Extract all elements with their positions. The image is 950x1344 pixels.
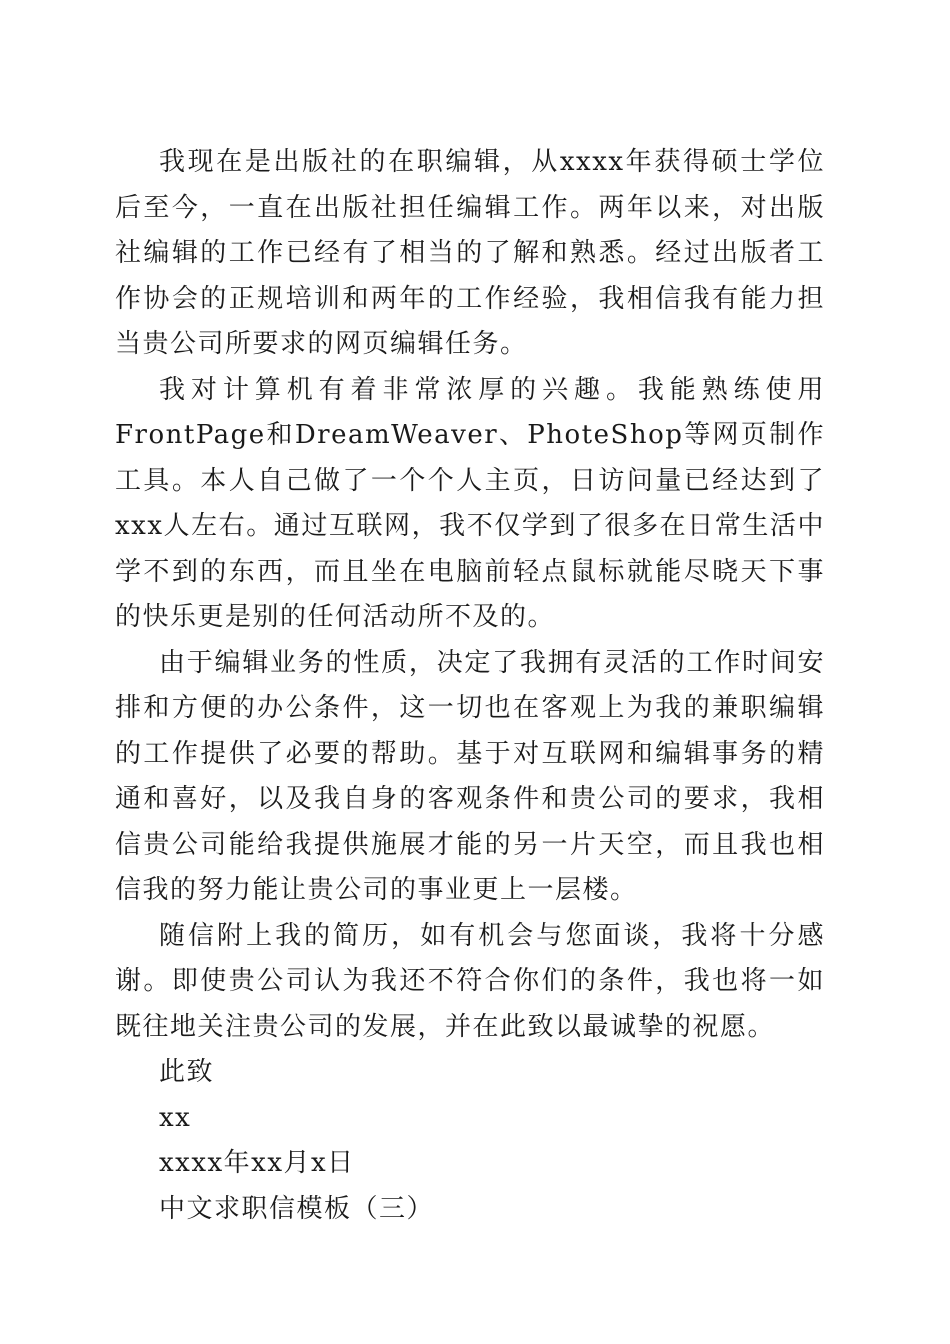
paragraph-experience: 我现在是出版社的在职编辑，从xxxx年获得硕士学位后至今，一直在出版社担任编辑工作。两年以来，对出版社编辑的工作已经有了相当的了解和熟悉。经过出版者工作协会的正规培训和两年的工作经验，我相信我有能力担当贵公司所要求的网页编辑任务。 <box>115 147 825 359</box>
date: xxxx年xx月x日 <box>159 1148 355 1178</box>
signature: xx <box>159 1102 192 1133</box>
paragraph-computer-skills: 我对计算机有着非常浓厚的兴趣。我能熟练使用FrontPage和DreamWeaver、PhoteShop等网页制作工具。本人自己做了一个个人主页，日访问量已经达到了xxx人左右。通过互联网，我不仅学到了很多在日常生活中学不到的东西，而且坐在电脑前轻点鼠标就能尽晓天下事的快乐更是别的任何活动所不及的。 <box>115 374 825 632</box>
paragraph-closing-remarks: 随信附上我的简历，如有机会与您面谈，我将十分感谢。即使贵公司认为我还不符合你们的条件，我也将一如既往地关注贵公司的发展，并在此致以最诚挚的祝愿。 <box>115 920 825 1042</box>
closing-salutation: 此致 <box>159 1057 215 1087</box>
letter-body <box>115 140 825 1232</box>
paragraph-work-conditions: 由于编辑业务的性质，决定了我拥有灵活的工作时间安排和方便的办公条件，这一切也在客观上为我的兼职编辑的工作提供了必要的帮助。基于对互联网和编辑事务的精通和喜好，以及我自身的客观条件和贵公司的要求，我相信贵公司能给我提供施展才能的另一片天空，而且我也相信我的努力能让贵公司的事业更上一层楼。 <box>115 647 825 905</box>
next-section-title: 中文求职信模板（三） <box>159 1193 435 1224</box>
